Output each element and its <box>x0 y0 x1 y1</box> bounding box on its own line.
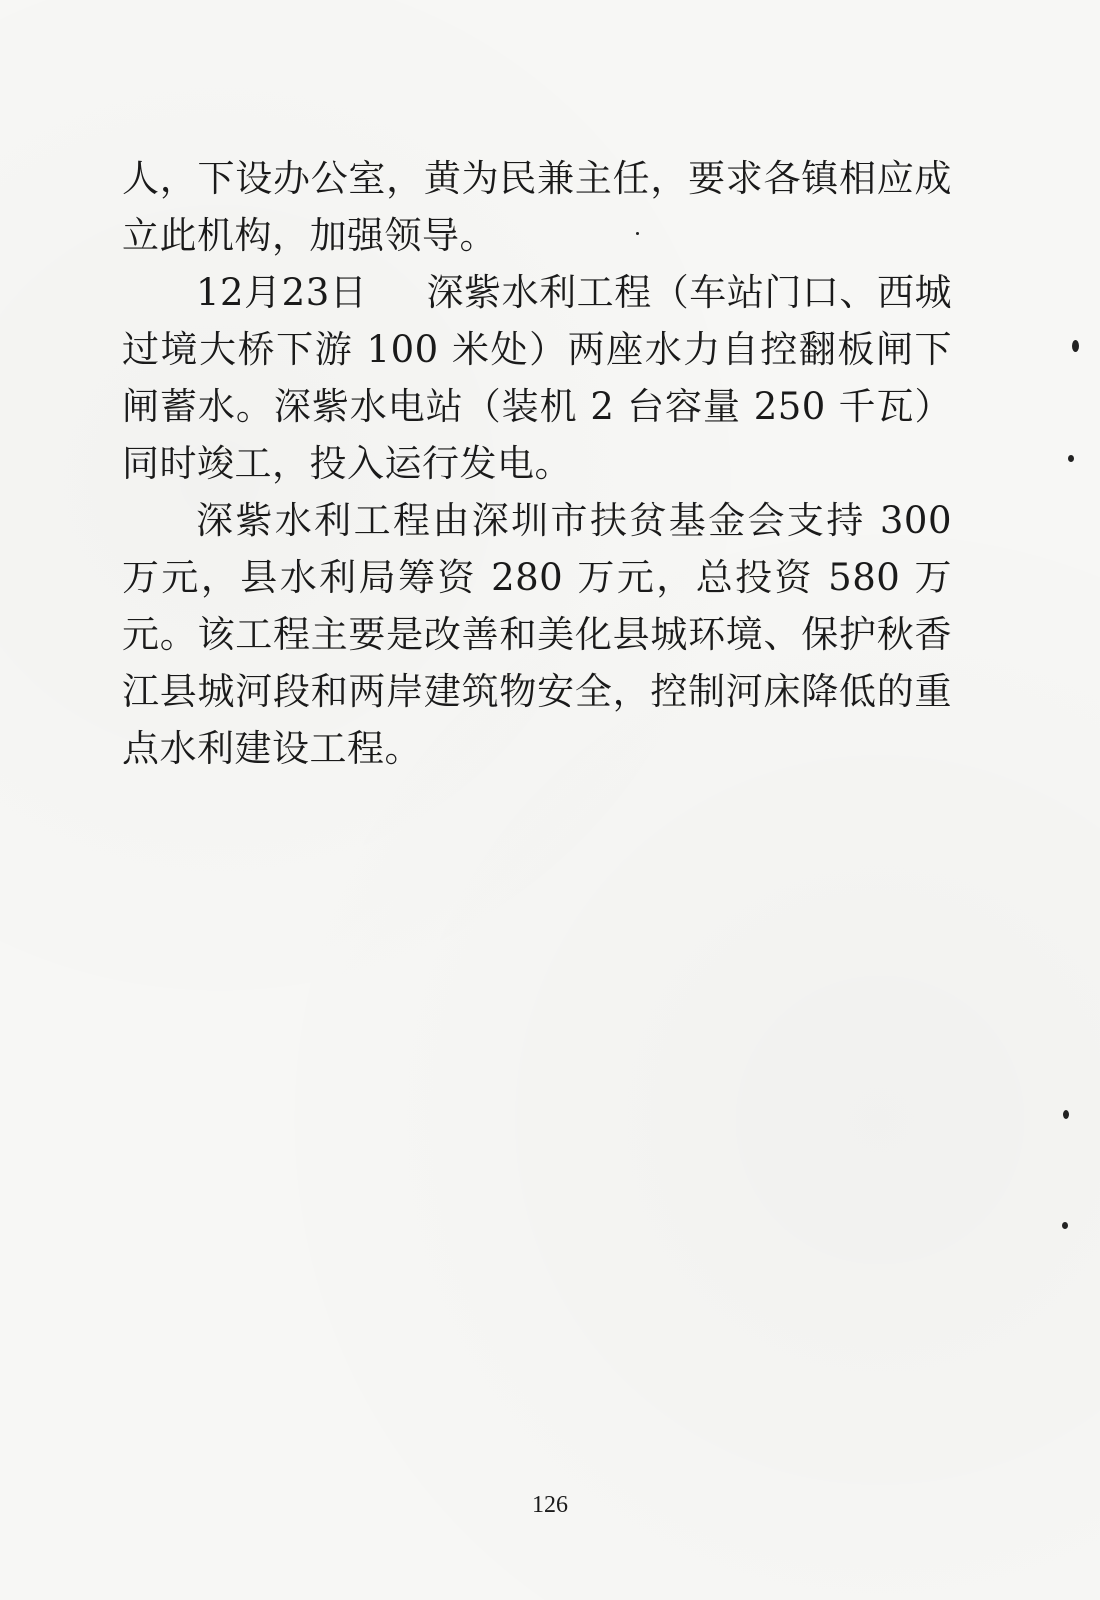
paragraph-text: 人，下设办公室，黄为民兼主任，要求各镇相应成立此机构，加强领导。 <box>122 157 952 257</box>
body-text <box>122 150 952 777</box>
scan-speck <box>1072 340 1079 352</box>
scan-speck <box>1062 1222 1068 1229</box>
paragraph-continuation <box>122 150 952 264</box>
scan-speck <box>1063 1110 1069 1119</box>
paragraph-dated-entry <box>122 264 952 492</box>
page-number: 126 <box>532 1492 568 1518</box>
paragraph-text: 深紫水利工程由深圳市扶贫基金会支持 300 万元，县水利局筹资 280 万元，总投资 580 万元。该工程主要是改善和美化县城环境、保护秋香江县城河段和两岸建筑物安全，控制河床降低的重点水利建设工程。 <box>122 499 952 770</box>
entry-date: 12月23日 <box>196 271 368 314</box>
scan-speck <box>636 232 639 235</box>
paragraph-text: 深紫水利工程（车站门口、西城过境大桥下游 100 米处）两座水力自控翻板闸下闸蓄水。深紫水电站（装机 2 台容量 250 千瓦）同时竣工，投入运行发电。 <box>122 271 953 485</box>
paragraph-funding <box>122 492 952 777</box>
scan-speck <box>1068 455 1074 462</box>
